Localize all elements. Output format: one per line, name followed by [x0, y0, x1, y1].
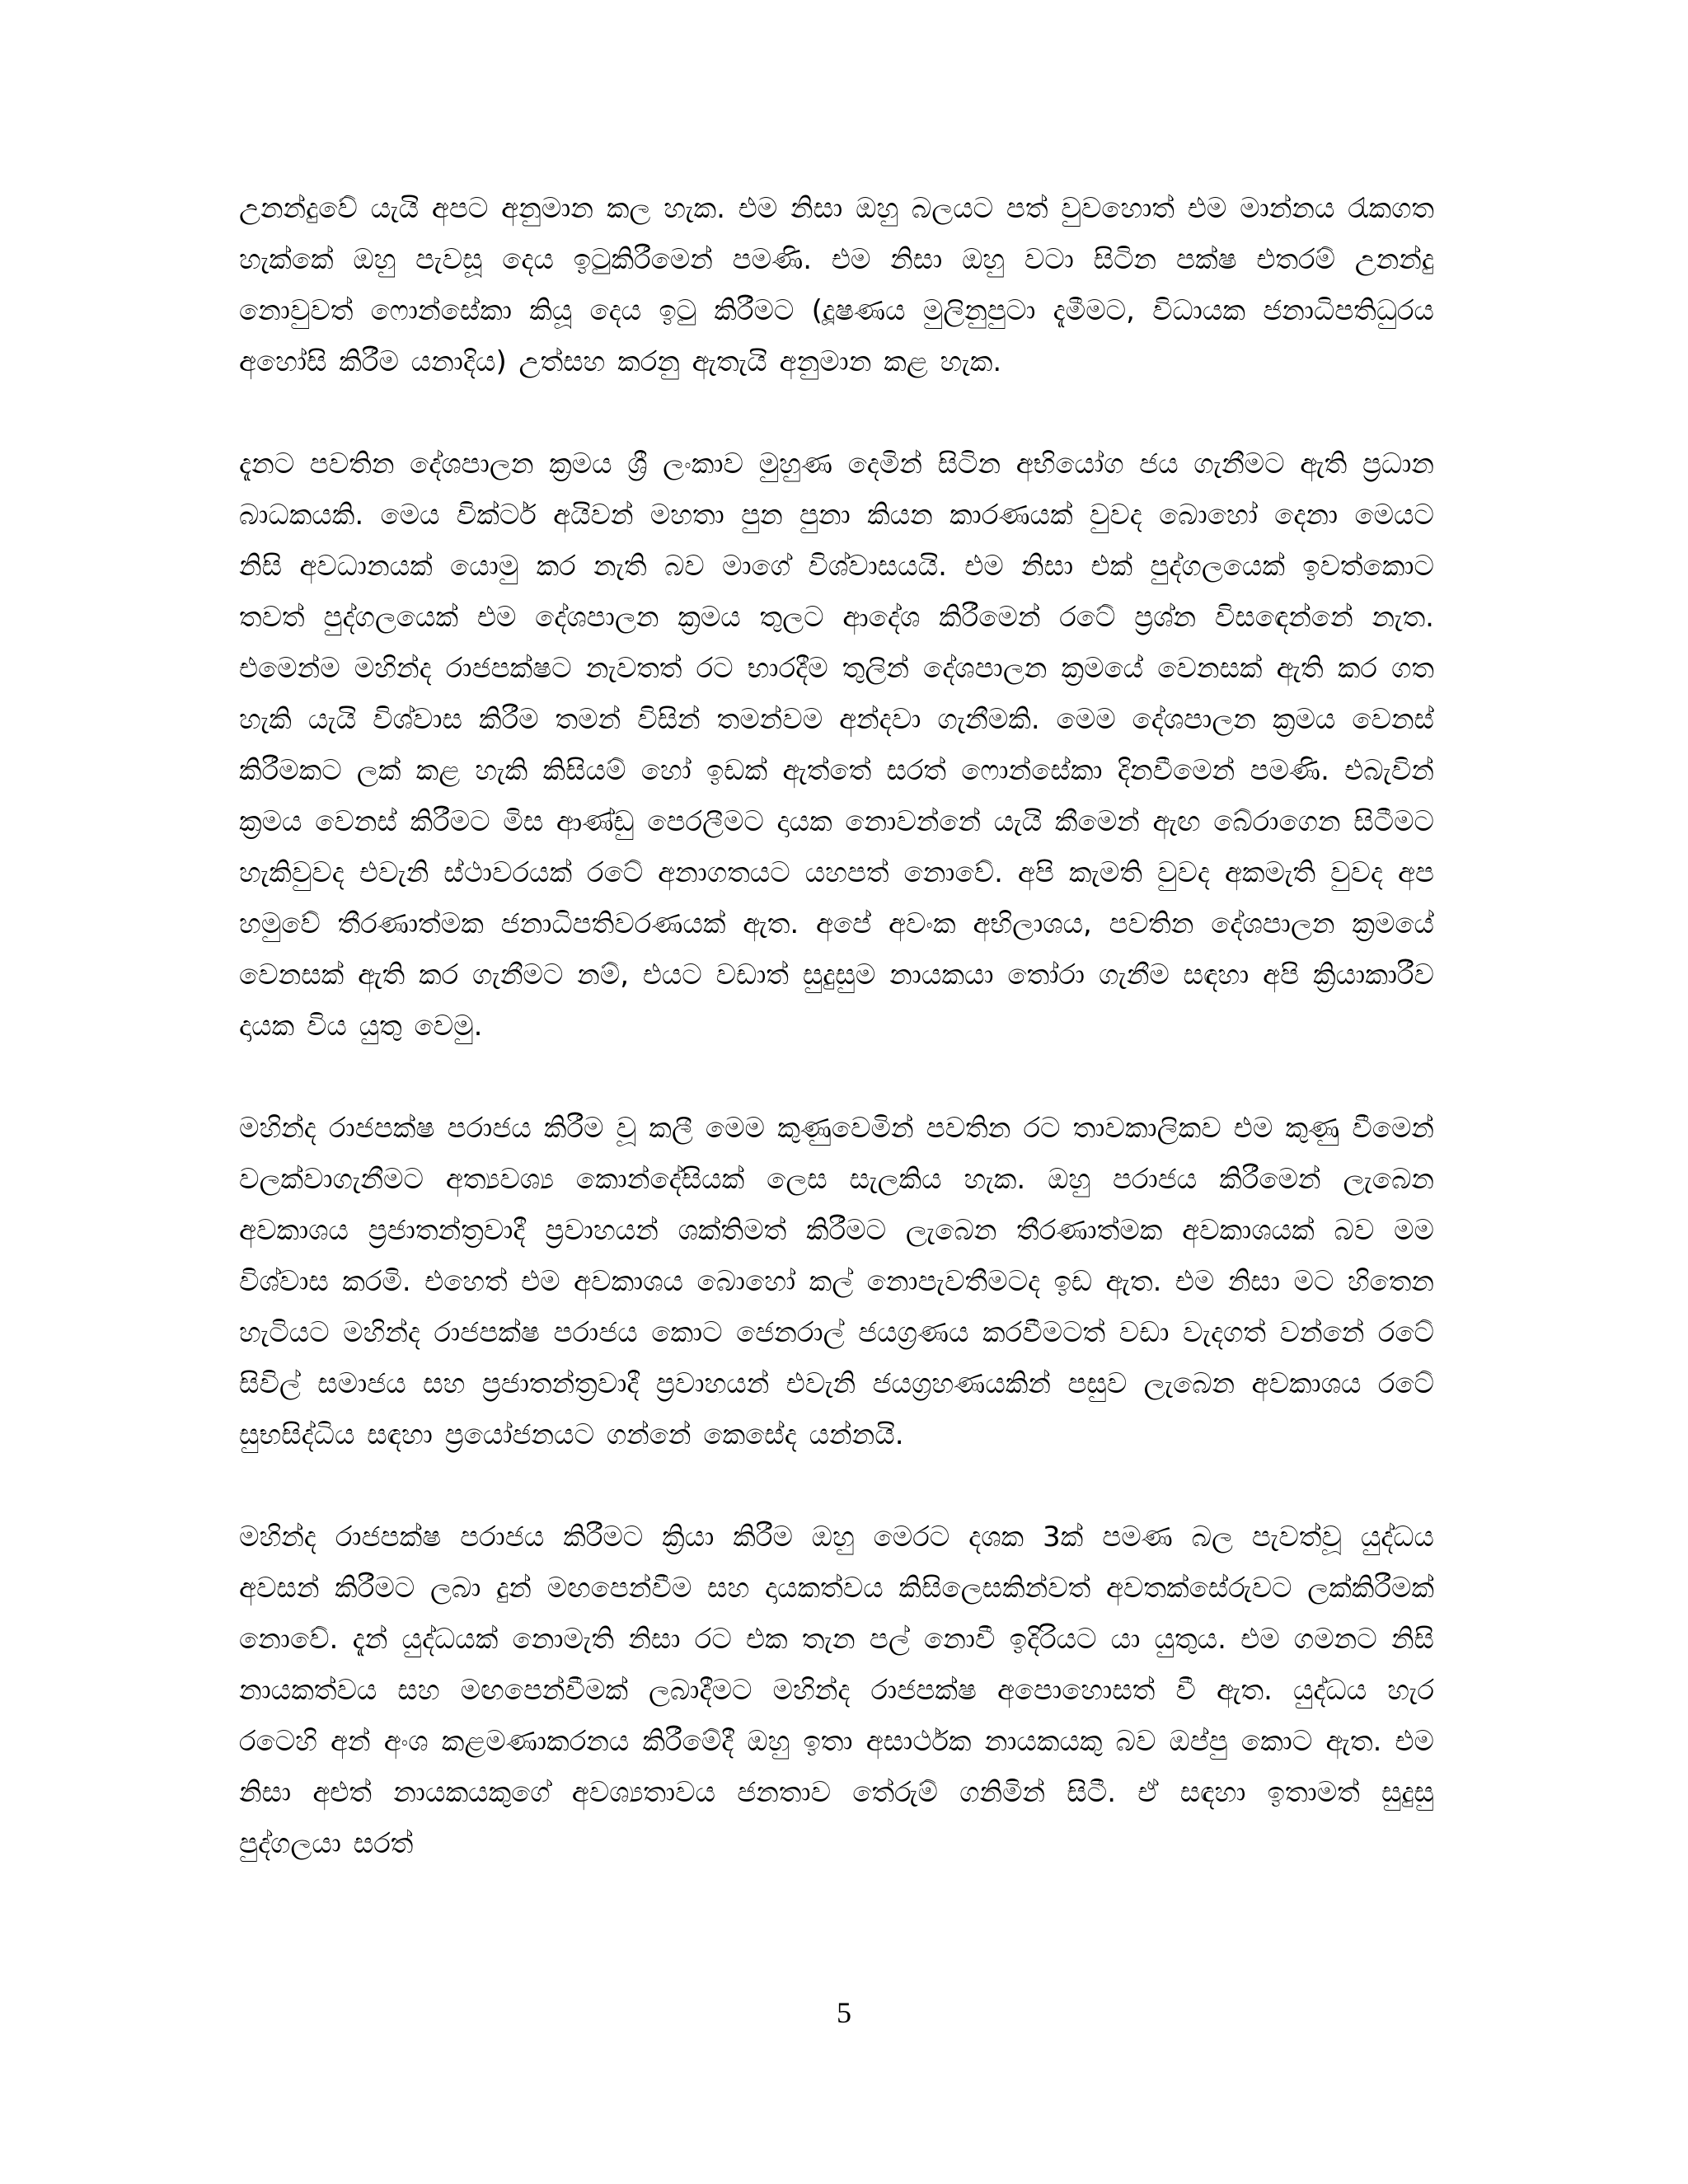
- paragraph-4: මහින්ද රාජපක්ෂ පරාජය කිරීමට ක්‍රියා කිරීම ඔහු මෙරට දශක 3ක් පමණ බල පැවත්වූ යුද්ධය අවසන් කිරීමට ලබා දුන් මඟපෙන්වීම සහ දායකත්වය කිසිලෙසකින්වත් අවතක්සේරුවට ලක්කිරීමක් නොවේ. දැන් යුද්ධයක් නොමැති නිසා රට එක තැන පල් නොවී ඉදිරියට යා යුතුය. එම ගමනට නිසි නායකත්වය සහ මඟපෙන්වීමක් ලබාදීමට මහින්ද රාජපක්ෂ අපොහොසත් වී ඇත. යුද්ධය හැර රටෙහි අන් අංශ කළමණාකරනය කිරීමේදී ඔහු ඉතා අසාර්ථක නායකයකු බව ඔප්පු කොට ඇත. එම නිසා අළුත් නායකයකුගේ අවශ්‍යතාවය ජනතාව තේරුම් ගනිමින් සිටී. ඒ සඳහා ඉතාමත් සුදුසු පුද්ගලයා සරත්: [239, 1521, 1434, 1860]
- body-text: [239, 183, 1434, 1869]
- page-number: 5: [837, 1996, 851, 2029]
- paragraph-2: දැනට පවතින දේශපාලන ක්‍රමය ශ්‍රී ලංකාව මුහුණ දෙමින් සිටින අභියෝග ජය ගැනීමට ඇති ප්‍රධාන බාධකයකි. මෙය වික්ටර් අයිවන් මහතා පුන පුනා කියන කාරණයක් වුවද බොහෝ දෙනා මෙයට නිසි අවධානයක් යොමු කර නැති බව මාගේ විශ්වාසයයි. එම නිසා එක් පුද්ගලයෙක් ඉවත්කොට තවත් පුද්ගලයෙක් එම දේශපාලන ක්‍රමය තුලට ආදේශ කිරීමෙන් රටේ ප්‍රශ්න විසඳෙන්නේ නැත. එමෙන්ම මහින්ද රාජපක්ෂට නැවතත් රට භාරදීම තුලින් දේශපාලන ක්‍රමයේ වෙනසක් ඇති කර ගත හැකි යැයි විශ්වාස කිරීම තමන් විසින් තමන්වම අන්දවා ගැනීමකි. මෙම දේශපාලන ක්‍රමය වෙනස් කිරීමකට ලක් කළ හැකි කිසියම් හෝ ඉඩක් ඇත්තේ සරත් ෆොන්සේකා දිනවීමෙන් පමණි. එබැවින් ක්‍රමය වෙනස් කිරීමට මිස ආණ්ඩු පෙරලීමට දායක නොවන්නේ යැයි කීමෙන් ඇඟ බේරාගෙන සිටීමට හැකිවුවද එවැනි ස්ථාවරයක් රටේ අනාගතයට යහපත් නොවේ. අපි කැමති වුවද අකමැති වුවද අප හමුවේ තීරණාත්මක ජනාධිපතිවරණයක් ඇත. අපේ අවංක අභිලාශය, පවතින දේශපාලන ක්‍රමයේ වෙනසක් ඇති කර ගැනීමට නම්, එයට වඩාත් සුදුසුම නායකයා තෝරා ගැනීම සඳහා අපි ක්‍රියාකාරීව දායක විය යුතු වෙමු.: [239, 448, 1434, 1043]
- paragraph-1: උනන්දුවේ යැයි අපට අනුමාන කල හැක. එම නිසා ඔහු බලයට පත් වුවහොත් එම මාන්නය රැකගත හැක්කේ ඔහු පැවසූ දෙය ඉටුකිරීමෙන් පමණි. එම නිසා ඔහු වටා සිටින පක්ෂ එතරම් උනන්දු නොවුවත් ෆොන්සේකා කියූ දෙය ඉටු කිරීමට (දූෂණය මුලිනුපුටා දැමීමට, විධායක ජනාධිපතිධුරය අහෝසි කිරීම යනාදිය) උත්සහ කරනු ඇතැයි අනුමාන කළ හැක.: [239, 192, 1434, 378]
- paragraph-3: මහින්ද රාජපක්ෂ පරාජය කිරීම වූ කලී මෙම කුණුවෙමින් පවතින රට තාවකාලිකව එම කුණු වීමෙන් වලක්වාගැනීමට අත්‍යවශ්‍ය කොන්දේසියක් ලෙස සැලකිය හැක. ඔහු පරාජය කිරීමෙන් ලැබෙන අවකාශය ප්‍රජාතන්ත්‍රවාදී ප්‍රවාහයන් ශක්තිමත් කිරීමට ලැබෙන තීරණාත්මක අවකාශයක් බව මම විශ්වාස කරමි. එහෙත් එම අවකාශය බොහෝ කල් නොපැවතීමටද ඉඩ ඇත. එම නිසා මට හිතෙන හැටියට මහින්ද රාජපක්ෂ පරාජය කොට ජෙනරාල් ජයග්‍රණය කරවීමටත් වඩා වැදගත් වන්නේ රටේ සිවිල් සමාජය සහ ප්‍රජාතන්ත්‍රවාදී ප්‍රවාහයන් එවැනි ජයග්‍රහණයකින් පසුව ලැබෙන අවකාශය රටේ සුභසිද්ධිය සඳහා ප්‍රයෝජනයට ගන්නේ කෙසේද යන්නයි.: [239, 1112, 1434, 1451]
